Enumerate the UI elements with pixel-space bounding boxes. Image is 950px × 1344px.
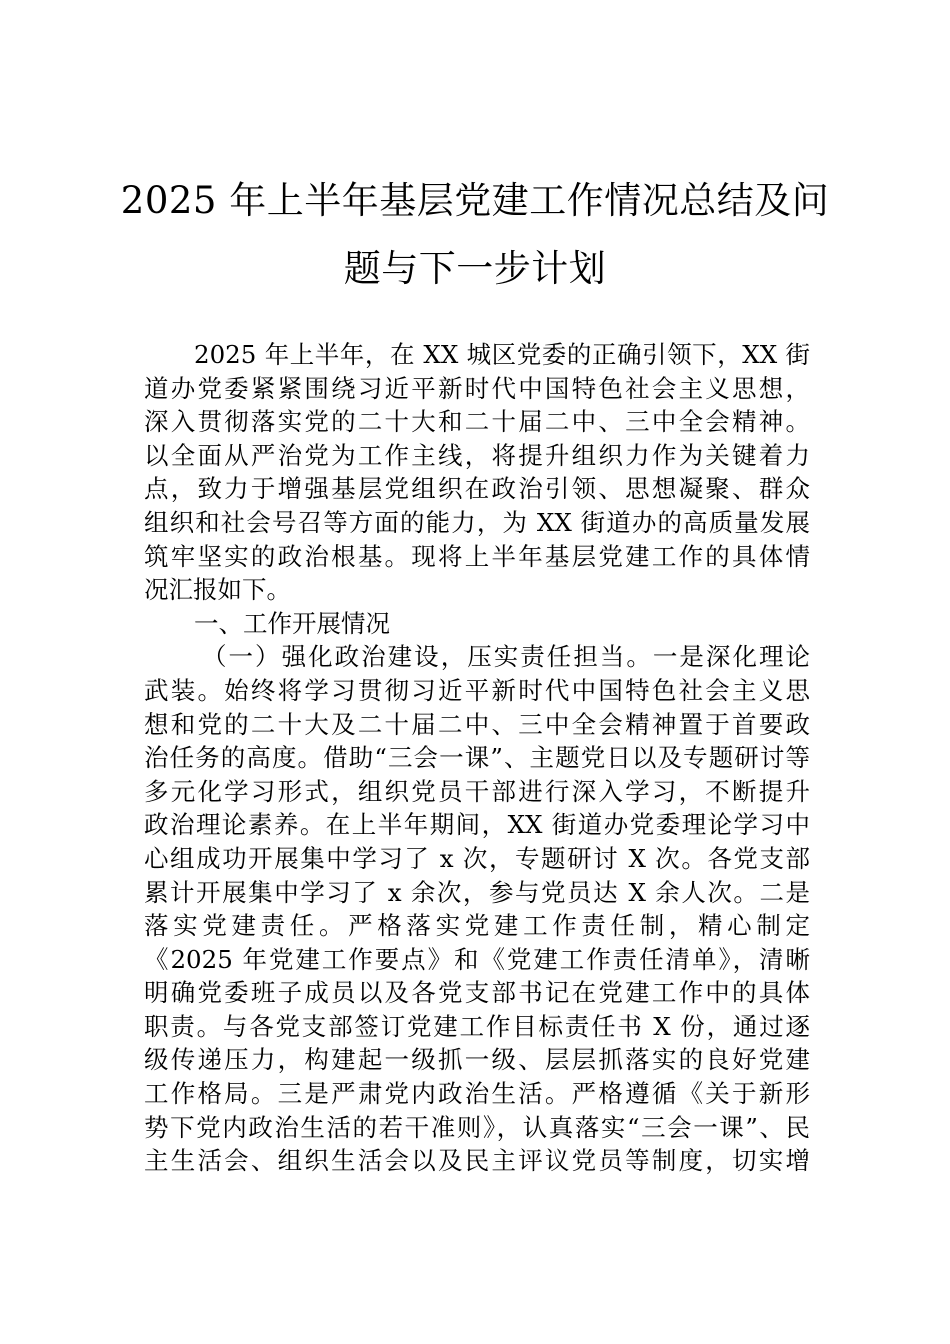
paragraph-line: 工作格局。三是严肃党内政治生活。严格遵循《关于新形 [144, 1079, 810, 1109]
paragraph-line: 以全面从严治党为工作主线，将提升组织力作为关键着力 [144, 440, 810, 470]
paragraph-line: 组织和社会号召等方面的能力，为 XX 街道办的高质量发展 [144, 507, 810, 537]
paragraph-line: 道办党委紧紧围绕习近平新时代中国特色社会主义思想， [144, 373, 810, 403]
paragraph-line: 主生活会、组织生活会以及民主评议党员等制度，切实增 [144, 1146, 810, 1176]
paragraph-line: 心组成功开展集中学习了 x 次，专题研讨 X 次。各党支部 [144, 843, 810, 873]
paragraph-line: 点，致力于增强基层党组织在政治引领、思想凝聚、群众 [144, 474, 810, 504]
paragraph-line: 《2025 年党建工作要点》和《党建工作责任清单》，清晰 [144, 944, 810, 974]
paragraph-line: 职责。与各党支部签订党建工作目标责任书 X 份，通过逐 [144, 1011, 810, 1041]
paragraph-line: 势下党内政治生活的若干准则》，认真落实“三会一课”、民 [144, 1112, 810, 1142]
document-body [144, 338, 810, 1178]
paragraph-line: 明确党委班子成员以及各党支部书记在党建工作中的具体 [144, 978, 810, 1008]
paragraph-line: 政治理论素养。在上半年期间，XX 街道办党委理论学习中 [144, 810, 810, 840]
paragraph-line: 治任务的高度。借助“三会一课”、主题党日以及专题研讨等 [144, 743, 810, 773]
paragraph-line: 深入贯彻落实党的二十大和二十届二中、三中全会精神。 [144, 407, 810, 437]
document-title-line-2: 题与下一步计划 [343, 247, 607, 290]
paragraph-line: 多元化学习形式，组织党员干部进行深入学习，不断提升 [144, 776, 810, 806]
document-title-line-1: 2025 年上半年基层党建工作情况总结及问 [120, 179, 830, 222]
paragraph-line: 筑牢坚实的政治根基。现将上半年基层党建工作的具体情 [144, 541, 810, 571]
paragraph-line: 2025 年上半年，在 XX 城区党委的正确引领下，XX 街 [194, 340, 810, 369]
paragraph-line: 级传递压力，构建起一级抓一级、层层抓落实的良好党建 [144, 1045, 810, 1075]
subsection-heading-line: （一）强化政治建设，压实责任担当。一是深化理论 [202, 642, 810, 672]
paragraph-line: 况汇报如下。 [144, 575, 291, 605]
paragraph-line: 武装。始终将学习贯彻习近平新时代中国特色社会主义思 [144, 675, 810, 705]
paragraph-line: 落实党建责任。严格落实党建工作责任制，精心制定 [144, 911, 810, 941]
paragraph-line: 想和党的二十大及二十届二中、三中全会精神置于首要政 [144, 709, 810, 739]
paragraph-line: 累计开展集中学习了 x 余次，参与党员达 X 余人次。二是 [144, 877, 810, 907]
section-heading: 一、工作开展情况 [194, 608, 390, 638]
